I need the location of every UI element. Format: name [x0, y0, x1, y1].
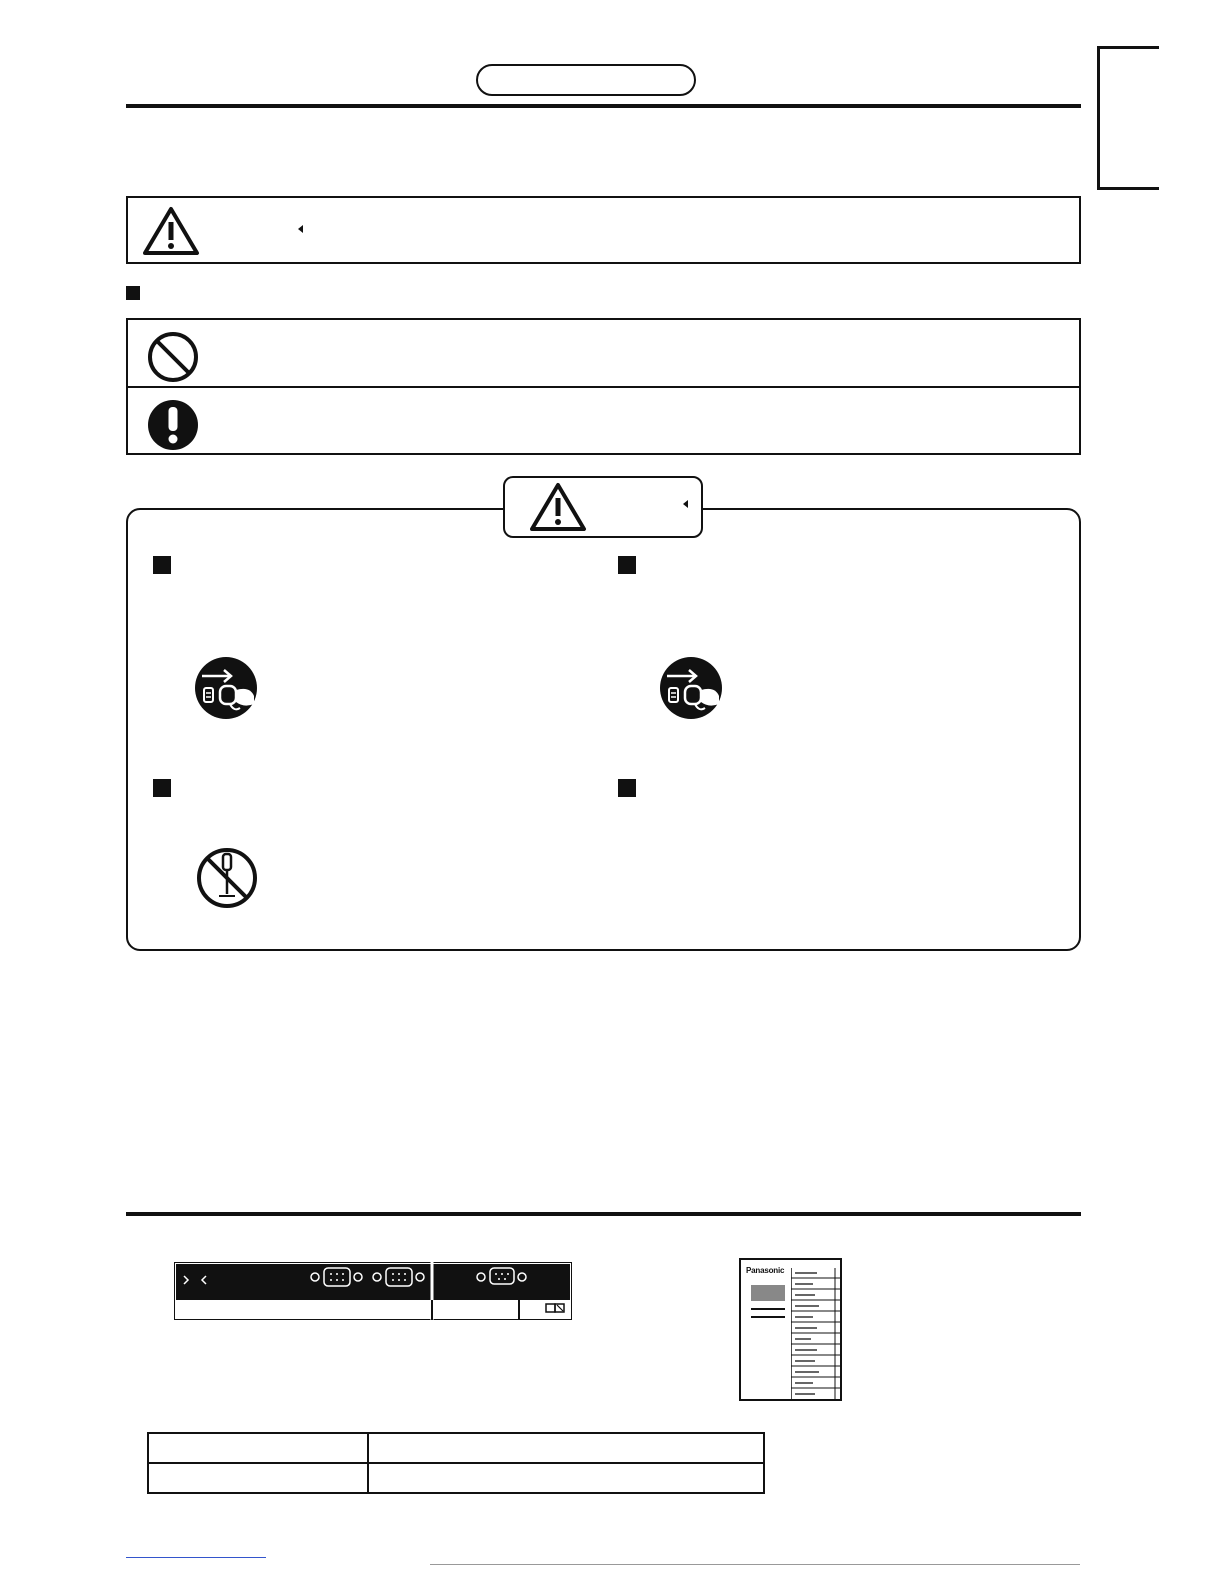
marker-triangle: [683, 500, 688, 508]
footer-link-underline: [126, 1557, 266, 1558]
caution-heading-badge: [503, 476, 703, 538]
booklet-brand: Panasonic: [746, 1266, 785, 1275]
unplug-icon: [659, 656, 723, 720]
warning-triangle-icon: [142, 206, 200, 256]
caution-item-bullet: [153, 556, 171, 574]
symbol-legend-box: [126, 318, 1081, 455]
legend-divider: [128, 386, 1079, 388]
booklet-cover-block: [751, 1285, 785, 1301]
top-rule: [126, 104, 1081, 108]
caution-item-bullet: [618, 556, 636, 574]
caution-item-bullet: [153, 779, 171, 797]
table-row: [148, 1463, 764, 1493]
unplug-icon: [194, 656, 258, 720]
caution-item-bullet: [618, 779, 636, 797]
booklet-line: [751, 1316, 785, 1318]
booklet-index-tabs: [791, 1268, 841, 1400]
booklet-line: [751, 1308, 785, 1310]
caution-box: [126, 508, 1081, 951]
prohibited-icon: [146, 330, 200, 384]
connector-panel-illustration: [174, 1262, 572, 1320]
section-bullet: [126, 286, 140, 300]
footer-rule: [430, 1564, 1080, 1565]
warning-notice-box: [126, 196, 1081, 264]
warning-triangle-icon: [529, 482, 587, 532]
page-edge-tab: [1097, 46, 1159, 190]
no-disassembly-icon: [195, 846, 259, 910]
accessories-rule: [126, 1212, 1081, 1216]
spec-table: [147, 1432, 765, 1494]
table-cell: [368, 1463, 764, 1493]
marker-triangle: [298, 225, 303, 233]
table-cell: [148, 1433, 368, 1463]
instruction-booklet-illustration: [739, 1258, 842, 1401]
table-cell: [368, 1433, 764, 1463]
table-row: [148, 1433, 764, 1463]
table-cell: [148, 1463, 368, 1493]
section-title-pill: [476, 64, 696, 96]
mandatory-exclamation-icon: [146, 398, 200, 452]
